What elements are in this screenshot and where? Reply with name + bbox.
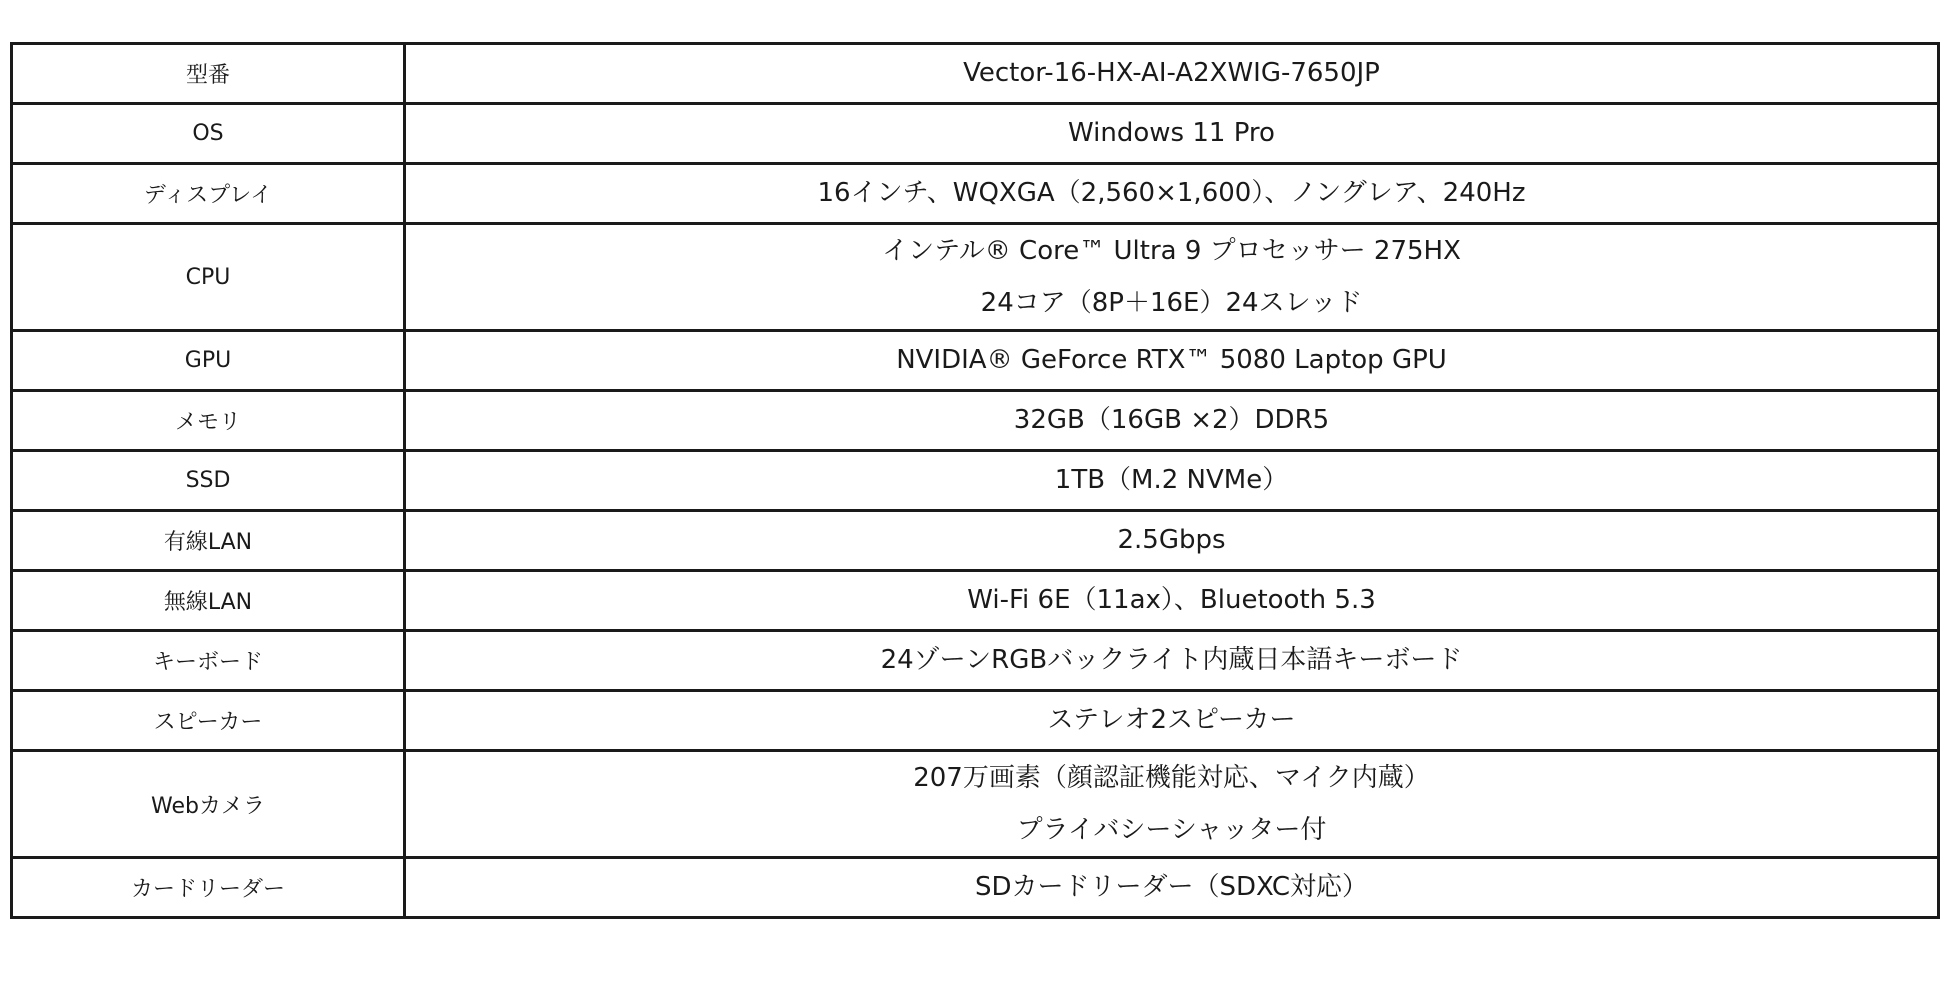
spec-label-cpu: CPU xyxy=(12,224,405,331)
spec-value-line: NVIDIA® GeForce RTX™ 5080 Laptop GPU xyxy=(896,345,1447,375)
spec-row-webcam xyxy=(12,751,1939,858)
spec-value-line: 24ゾーンRGBバックライト内蔵日本語キーボード xyxy=(880,645,1463,675)
spec-row-model xyxy=(12,44,1939,104)
spec-value-line: インテル® Core™ Ultra 9 プロセッサー 275HX xyxy=(882,236,1461,266)
spec-value-cpu xyxy=(405,224,1939,331)
spec-row-gpu xyxy=(12,331,1939,391)
spec-value-display xyxy=(405,164,1939,224)
spec-label-wired-lan: 有線LAN xyxy=(12,511,405,571)
spec-value-line: Vector-16-HX-AI-A2XWIG-7650JP xyxy=(963,58,1380,88)
spec-label-keyboard: キーボード xyxy=(12,631,405,691)
spec-value-line: 32GB（16GB ×2）DDR5 xyxy=(1013,405,1330,435)
spec-value-wireless-lan xyxy=(405,571,1939,631)
spec-row-card-reader xyxy=(12,858,1939,918)
spec-value-line: Wi-Fi 6E（11ax）、Bluetooth 5.3 xyxy=(967,585,1376,615)
spec-row-wired-lan xyxy=(12,511,1939,571)
spec-value-line: ステレオ2スピーカー xyxy=(1047,705,1296,735)
spec-value-line: 2.5Gbps xyxy=(1117,525,1226,555)
spec-row-ssd xyxy=(12,451,1939,511)
spec-value-card-reader xyxy=(405,858,1939,918)
spec-value-keyboard xyxy=(405,631,1939,691)
spec-label-display: ディスプレイ xyxy=(12,164,405,224)
spec-value-gpu xyxy=(405,331,1939,391)
spec-value-line: SDカードリーダー（SDXC対応） xyxy=(974,872,1369,902)
spec-value-wired-lan xyxy=(405,511,1939,571)
spec-row-speaker xyxy=(12,691,1939,751)
spec-row-wireless-lan xyxy=(12,571,1939,631)
spec-label-ssd: SSD xyxy=(12,451,405,511)
spec-row-display xyxy=(12,164,1939,224)
spec-label-webcam: Webカメラ xyxy=(12,751,405,858)
spec-label-speaker: スピーカー xyxy=(12,691,405,751)
spec-label-card-reader: カードリーダー xyxy=(12,858,405,918)
spec-label-model: 型番 xyxy=(12,44,405,104)
spec-row-keyboard xyxy=(12,631,1939,691)
spec-value-memory xyxy=(405,391,1939,451)
spec-value-ssd xyxy=(405,451,1939,511)
spec-row-os xyxy=(12,104,1939,164)
spec-value-line: Windows 11 Pro xyxy=(1068,118,1275,148)
spec-label-gpu: GPU xyxy=(12,331,405,391)
spec-label-os: OS xyxy=(12,104,405,164)
spec-value-webcam xyxy=(405,751,1939,858)
spec-value-line: プライバシーシャッター付 xyxy=(1016,815,1327,845)
spec-row-cpu xyxy=(12,224,1939,331)
spec-value-os xyxy=(405,104,1939,164)
spec-value-line: 1TB（M.2 NVMe） xyxy=(1054,465,1289,495)
spec-value-line: 16インチ、WQXGA（2,560×1,600）、ノングレア、240Hz xyxy=(817,178,1526,208)
spec-label-wireless-lan: 無線LAN xyxy=(12,571,405,631)
spec-value-line: 207万画素（顔認証機能対応、マイク内蔵） xyxy=(913,763,1430,793)
spec-value-model xyxy=(405,44,1939,104)
spec-table xyxy=(10,42,1940,919)
spec-row-memory xyxy=(12,391,1939,451)
spec-value-speaker xyxy=(405,691,1939,751)
spec-value-line: 24コア（8P＋16E）24スレッド xyxy=(980,288,1363,318)
spec-label-memory: メモリ xyxy=(12,391,405,451)
